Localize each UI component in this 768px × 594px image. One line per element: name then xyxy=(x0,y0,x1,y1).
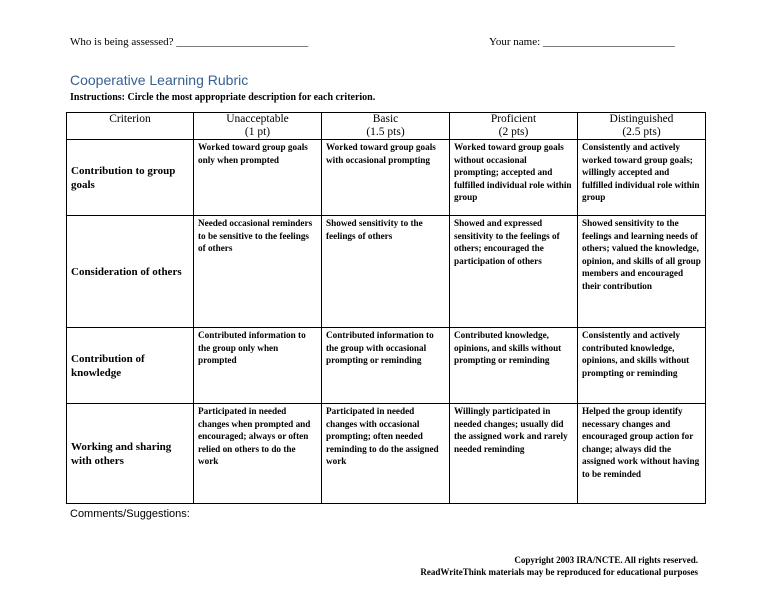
assessed-field-label: Who is being assessed? ________________________ xyxy=(70,36,309,48)
table-cell: Showed and expressed sensitivity to the feelings of others; encouraged the participation of others xyxy=(450,216,578,328)
table-cell: Participated in needed changes when prompted and encouraged; always or often relied on others to do the work xyxy=(194,404,322,504)
column-header-criterion: Criterion xyxy=(67,113,194,140)
your-name-field-label: Your name: ________________________ xyxy=(489,36,675,48)
table-cell: Showed sensitivity to the feelings of others xyxy=(322,216,450,328)
table-row xyxy=(67,140,706,216)
table-cell: Consistently and actively worked toward group goals; willingly accepted and fulfilled individual role within group xyxy=(578,140,706,216)
table-cell: Showed sensitivity to the feelings and learning needs of others; valued the knowledge, opinion, and skills of all group members and encouraged their contribution xyxy=(578,216,706,328)
column-header-unacceptable: Unacceptable (1 pt) xyxy=(194,113,322,140)
criterion-cell: Consideration of others xyxy=(67,216,194,328)
table-row xyxy=(67,216,706,328)
reproduction-notice: ReadWriteThink materials may be reproduced for educational purposes xyxy=(420,567,698,577)
criterion-cell: Working and sharing with others xyxy=(67,404,194,504)
table-cell: Needed occasional reminders to be sensitive to the feelings of others xyxy=(194,216,322,328)
table-header-row xyxy=(67,113,706,140)
column-header-basic: Basic (1.5 pts) xyxy=(322,113,450,140)
column-header-proficient: Proficient (2 pts) xyxy=(450,113,578,140)
column-header-distinguished: Distinguished (2.5 pts) xyxy=(578,113,706,140)
instructions: Instructions: Circle the most appropriate description for each criterion. xyxy=(70,92,376,103)
rubric-table xyxy=(66,112,706,504)
table-cell: Participated in needed changes with occasional prompting; often needed reminding to do the assigned work xyxy=(322,404,450,504)
table-cell: Contributed information to the group with occasional prompting or reminding xyxy=(322,328,450,404)
table-cell: Worked toward group goals with occasional prompting xyxy=(322,140,450,216)
page-title: Cooperative Learning Rubric xyxy=(70,72,249,88)
criterion-cell: Contribution of knowledge xyxy=(67,328,194,404)
table-cell: Willingly participated in needed changes; usually did the assigned work and rarely needed reminding xyxy=(450,404,578,504)
comments-label: Comments/Suggestions: xyxy=(70,508,190,520)
copyright-line: Copyright 2003 IRA/NCTE. All rights reserved. xyxy=(514,555,698,565)
table-cell: Helped the group identify necessary changes and encouraged group action for change; always did the assigned work without having to be reminded xyxy=(578,404,706,504)
table-row xyxy=(67,328,706,404)
table-cell: Worked toward group goals without occasional prompting; accepted and fulfilled individual role within group xyxy=(450,140,578,216)
table-cell: Worked toward group goals only when prompted xyxy=(194,140,322,216)
table-row xyxy=(67,404,706,504)
table-cell: Contributed information to the group only when prompted xyxy=(194,328,322,404)
table-cell: Consistently and actively contributed knowledge, opinions, and skills without prompting or reminding xyxy=(578,328,706,404)
table-cell: Contributed knowledge, opinions, and skills without prompting or reminding xyxy=(450,328,578,404)
criterion-cell: Contribution to group goals xyxy=(67,140,194,216)
